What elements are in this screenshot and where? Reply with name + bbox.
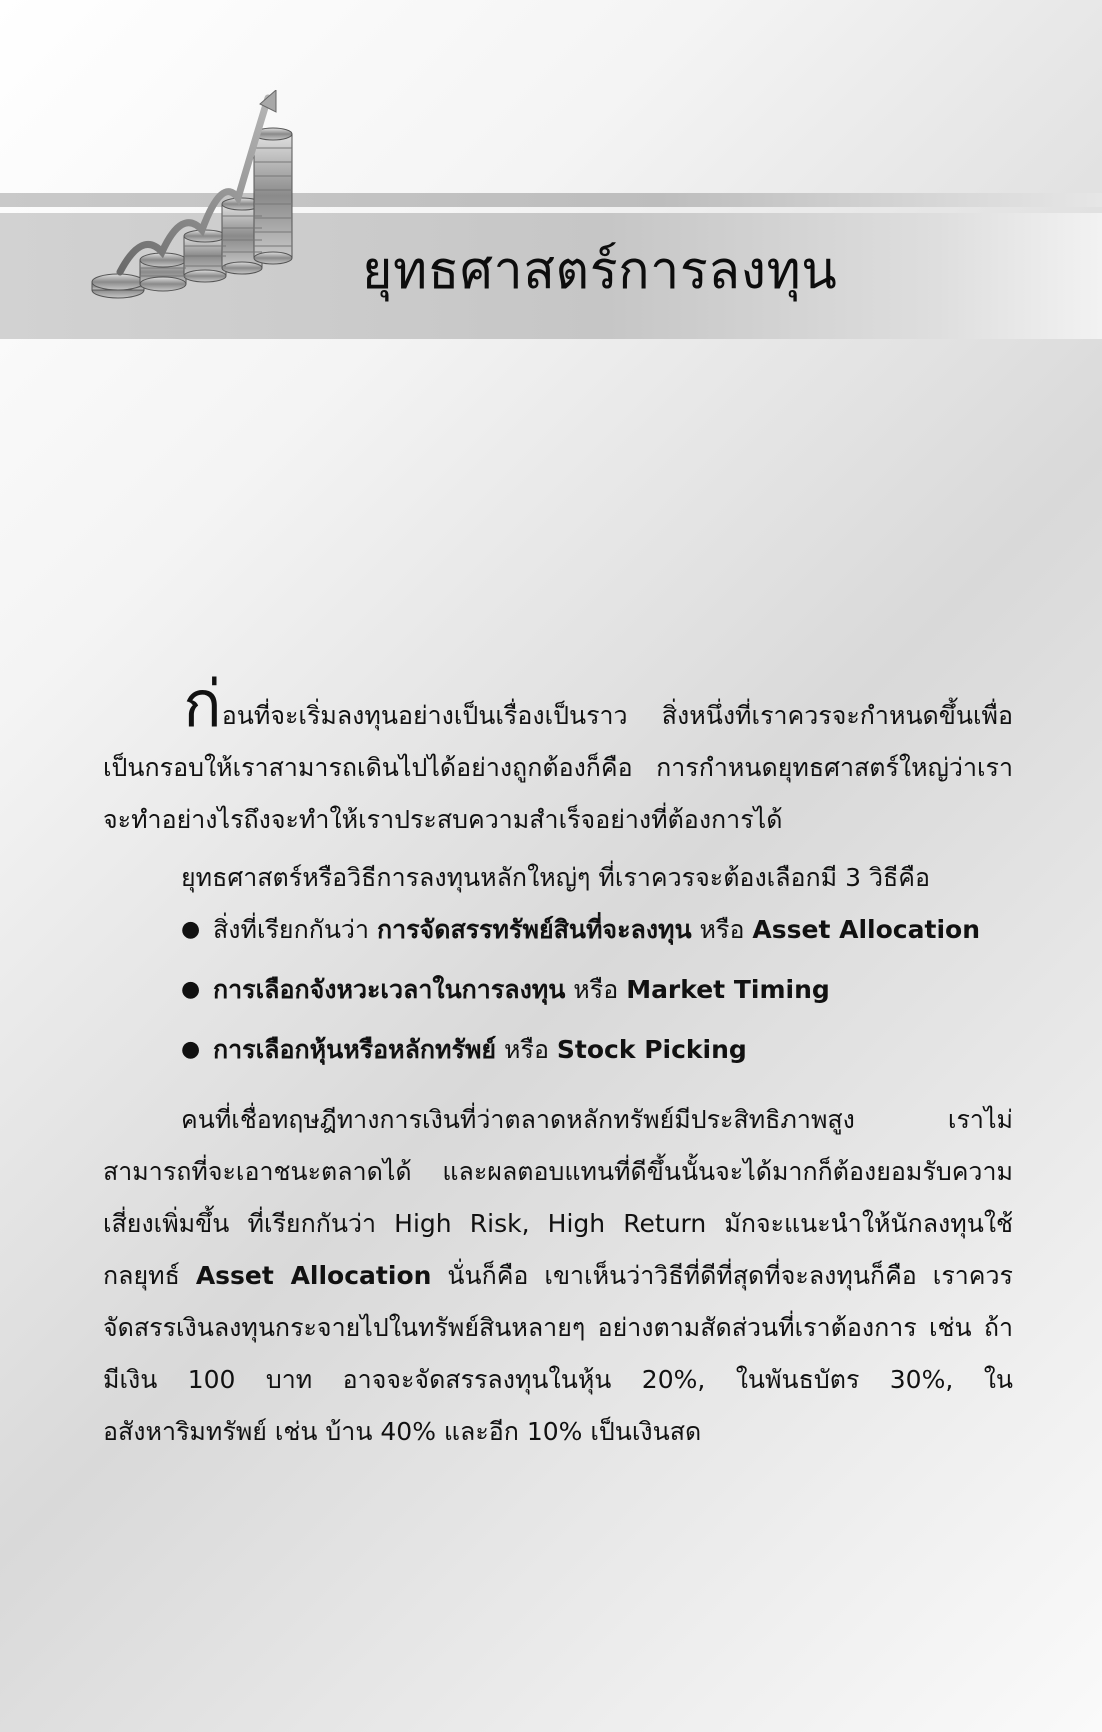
intro-paragraph [103,668,1013,846]
strategy-list [103,904,1013,1076]
strategies-intro: ยุทธศาสตร์หรือวิธีการลงทุนหลักใหญ่ๆ ที่เราควรจะต้องเลือกมี 3 วิธีคือ [181,863,930,892]
bullet-icon: ● [181,917,201,942]
intro-text: อนที่จะเริ่มลงทุนอย่างเป็นเรื่องเป็นราว สิ่งหนึ่งที่เราควรจะกำหนดขึ้นเพื่อเป็นกรอบให้เราสามารถเดินไปได้อย่างถูกต้องก็คือ การกำหนดยุทธศาสตร์ใหญ่ว่าเราจะทำอย่างไรถึงจะทำให้เราประสบความสำเร็จอย่างที่ต้องการได้ [103,701,1013,834]
asset-allocation-paragraph: คนที่เชื่อทฤษฎีทางการเงินที่ว่าตลาดหลักทรัพย์มีประสิทธิภาพสูง เราไม่สามารถที่จะเอาชนะตลาดได้ และผลตอบแทนที่ดีขึ้นนั้นจะได้มากก็ต้องยอมรับความเสี่ยงเพิ่มขึ้น ที่เรียกกันว่า High Risk, High Return มักจะแนะนำให้นักลงทุนใช้กลยุทธ์ Asset Allocation นั่นก็คือ เขาเห็นว่าวิธีที่ดีที่สุดที่จะลงทุนก็คือ เราควรจัดสรรเงินลงทุนกระจายไปในทรัพย์สินหลายๆ อย่างตามสัดส่วนที่เราต้องการ เช่น ถ้ามีเงิน 100 บาท อาจจะจัดสรรลงทุนในหุ้น 20%, ในพันธบัตร 30%, ในอสังหาริมทรัพย์ เช่น บ้าน 40% และอีก 10% เป็นเงินสด [103,1105,1013,1446]
bullet-icon: ● [181,977,201,1002]
dropcap-letter: ก่ [183,668,222,742]
list-item: ● สิ่งที่เรียกกันว่า การจัดสรรทรัพย์สินที่จะลงทุน หรือ Asset Allocation [103,904,1013,956]
body-content [103,668,1013,1458]
rising-coins-chart-icon [90,90,350,320]
list-item: ● การเลือกหุ้นหรือหลักทรัพย์ หรือ Stock Picking [103,1024,1013,1076]
chapter-title: ยุทธศาสตร์การลงทุน [362,241,838,301]
bullet-icon: ● [181,1037,201,1062]
list-item: ● การเลือกจังหวะเวลาในการลงทุน หรือ Market Timing [103,964,1013,1016]
